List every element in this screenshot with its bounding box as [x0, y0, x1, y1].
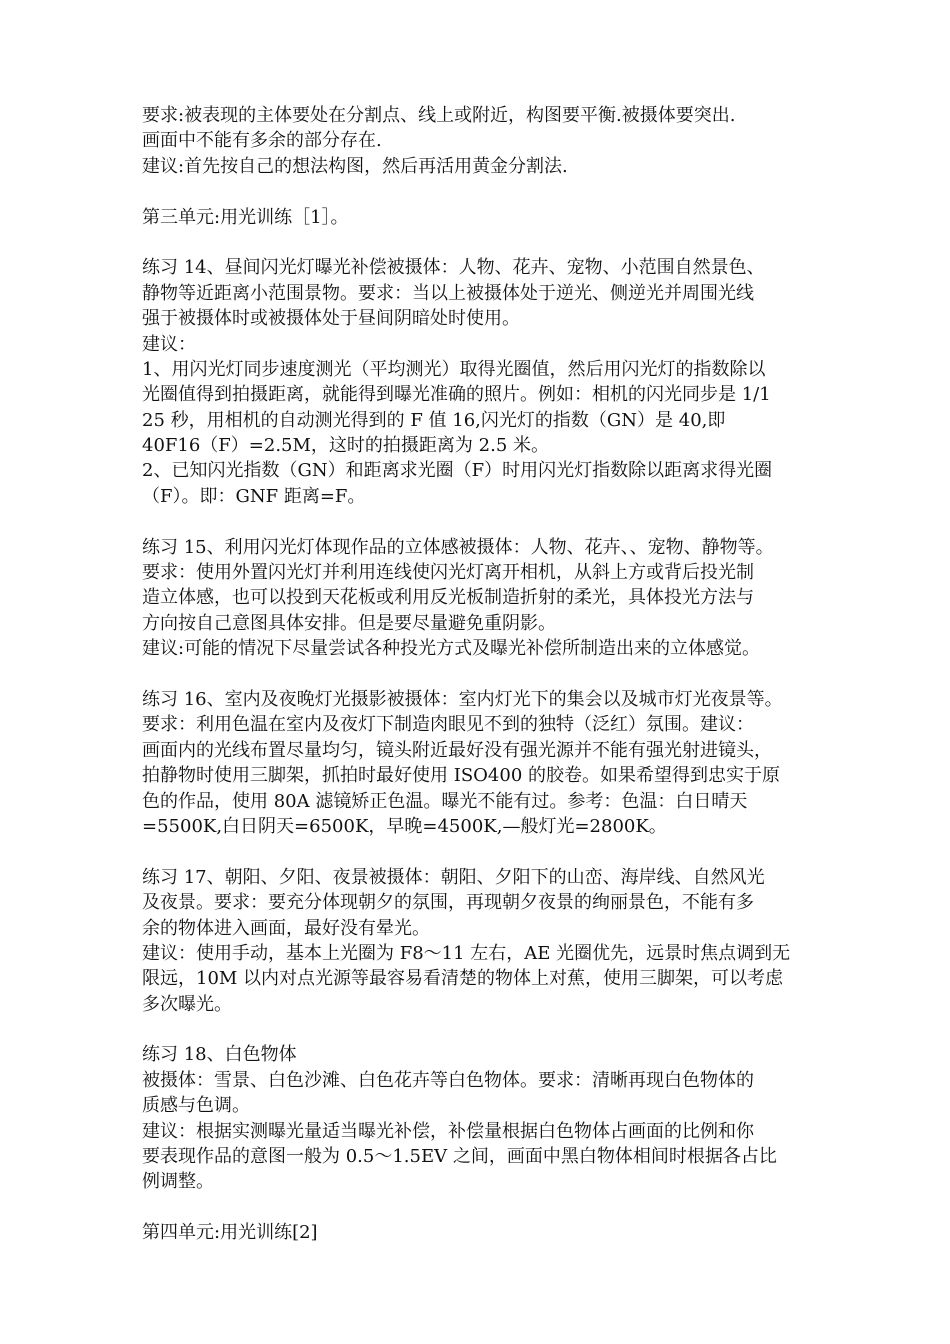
text-line: 方向按自己意图具体安排。但是要尽量避免重阴影。: [142, 612, 556, 634]
blank-line: [142, 839, 852, 864]
text-line: 质感与色调。: [142, 1095, 250, 1117]
section-heading-unit-4: 第四单元:用光训练[2]: [142, 1222, 318, 1244]
text-line: 拍静物时使用三脚架，抓拍时最好使用 ISO400 的胶卷。如果希望得到忠实于原: [142, 765, 780, 787]
text-line: 及夜景。要求：要充分体现朝夕的氛围，再现朝夕夜景的绚丽景色，不能有多: [142, 892, 754, 914]
blank-line: [142, 509, 852, 534]
text-line: 静物等近距离小范围景物。要求：当以上被摄体处于逆光、侧逆光并周围光线: [142, 282, 754, 304]
text-line: 多次曝光。: [142, 993, 232, 1015]
text-line: 建议：使用手动，基本上光圈为 F8～11 左右，AE 光圈优先，远景时焦点调到无: [142, 942, 791, 964]
text-line: 光圈值得到拍摄距离，就能得到曝光准确的照片。例如：相机的闪光同步是 1/1: [142, 384, 771, 406]
text-line: 1、用闪光灯同步速度测光（平均测光）取得光圈值，然后用闪光灯的指数除以: [142, 358, 766, 380]
text-line: 画面内的光线布置尽量均匀，镜头附近最好没有强光源并不能有强光射进镜头，: [142, 739, 772, 761]
section-heading-unit-3: 第三单元:用光训练［1］。: [142, 206, 349, 228]
text-line: 要表现作品的意图一般为 0.5～1.5EV 之间，画面中黑白物体相间时根据各占比: [142, 1146, 777, 1168]
text-line: 强于被摄体时或被摄体处于昼间阴暗处时使用。: [142, 308, 520, 330]
blank-line: [142, 1017, 852, 1042]
exercise-16-heading: 练习 16、室内及夜晚灯光摄影被摄体：室内灯光下的集会以及城市灯光夜景等。: [142, 688, 783, 710]
text-line: 画面中不能有多余的部分存在.: [142, 130, 382, 152]
blank-line: [142, 179, 852, 204]
text-line: 要求:被表现的主体要处在分割点、线上或附近，构图要平衡.被摄体要突出.: [142, 105, 736, 126]
text-line: 建议：: [142, 333, 196, 355]
blank-line: [142, 662, 852, 687]
text-line: 25 秒，用相机的自动测光得到的 F 值 16,闪光灯的指数（GN）是 40,即: [142, 409, 726, 431]
exercise-17-heading: 练习 17、朝阳、夕阳、夜景被摄体：朝阳、夕阳下的山峦、海岸线、自然风光: [142, 866, 765, 888]
text-line: 余的物体进入画面，最好没有晕光。: [142, 917, 430, 939]
blank-line: [142, 230, 852, 255]
text-line: 建议:首先按自己的想法构图，然后再活用黄金分割法.: [142, 155, 568, 177]
text-line: =5500K,白日阴天=6500K，早晚=4500K,—般灯光=2800K。: [142, 815, 667, 837]
text-line: 2、已知闪光指数（GN）和距离求光圈（F）时用闪光灯指数除以距离求得光圈: [142, 460, 773, 482]
text-line: 造立体感，也可以投到天花板或利用反光板制造折射的柔光，具体投光方法与: [142, 587, 754, 609]
text-line: 限远，10M 以内对点光源等最容易看清楚的物体上对蕉，使用三脚架，可以考虑: [142, 968, 784, 990]
exercise-14-heading: 练习 14、昼间闪光灯曝光补偿被摄体：人物、花卉、宠物、小范围自然景色、: [142, 257, 765, 279]
text-line: 要求：利用色温在室内及夜灯下制造肉眼见不到的独特（泛红）氛围。建议：: [142, 714, 754, 736]
blank-line: [142, 1195, 852, 1220]
document-page: [142, 103, 852, 1246]
text-line: 建议：根据实测曝光量适当曝光补偿，补偿量根据白色物体占画面的比例和你: [142, 1120, 754, 1142]
exercise-15-heading: 练习 15、利用闪光灯体现作品的立体感被摄体：人物、花卉、、宠物、静物等。: [142, 536, 774, 558]
text-line: 被摄体：雪景、白色沙滩、白色花卉等白色物体。要求：清晰再现白色物体的: [142, 1069, 754, 1091]
text-line: 色的作品，使用 80A 滤镜矫正色温。曝光不能有过。参考：色温：白日晴天: [142, 790, 748, 812]
text-line: 例调整。: [142, 1171, 214, 1193]
text-line: 要求：使用外置闪光灯并利用连线使闪光灯离开相机，从斜上方或背后投光制: [142, 562, 754, 584]
text-line: 建议:可能的情况下尽量尝试各种投光方式及曝光补偿所制造出来的立体感觉。: [142, 638, 761, 660]
text-line: （F）。即：GNF 距离=F。: [142, 485, 366, 507]
exercise-18-heading: 练习 18、白色物体: [142, 1044, 297, 1066]
text-line: 40F16（F）=2.5M，这时的拍摄距离为 2.5 米。: [142, 435, 549, 457]
